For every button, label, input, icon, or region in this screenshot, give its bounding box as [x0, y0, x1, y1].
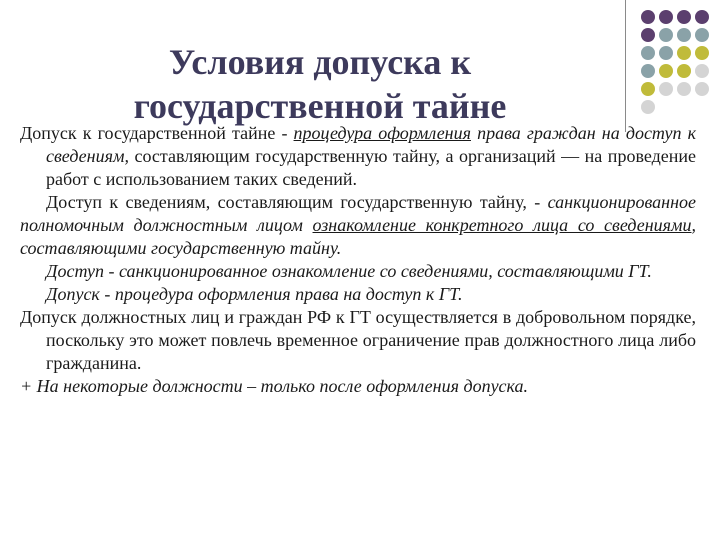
decorative-dot [641, 82, 655, 96]
p1-lead: Допуск к государственной тайне - [20, 123, 294, 143]
paragraph-access-definition [20, 191, 696, 260]
paragraph-access-short: Доступ - санкционированное ознакомление со сведениями, составляющими ГТ. [46, 261, 652, 281]
p1-rest: составляющим государственную тайну, а организаций — на проведение работ с использованием таких сведений. [46, 146, 696, 189]
decorative-divider-line [625, 0, 626, 132]
p2-italic: санкционированное полномочным должностным лицом [20, 192, 696, 235]
decorative-dot [659, 82, 673, 96]
paragraph-admission-definition [20, 122, 696, 191]
decorative-dot [641, 10, 655, 24]
paragraph-admission-short: Допуск - процедура оформления права на доступ к ГТ. [46, 284, 463, 304]
decorative-dot [677, 64, 691, 78]
decorative-dot [659, 28, 673, 42]
slide-title-line-2: государственной тайне [133, 86, 507, 126]
decorative-dot [695, 82, 709, 96]
decorative-dot [641, 100, 655, 114]
decorative-dot [695, 46, 709, 60]
p1-underlined: процедура оформления [293, 123, 471, 143]
decorative-dot [659, 10, 673, 24]
p2-underlined: ознакомление конкретного лица со сведениями [312, 215, 692, 235]
p2-rest: , составляющими государственную тайну. [20, 215, 696, 258]
decorative-dot [659, 46, 673, 60]
decorative-dot [695, 28, 709, 42]
slide-title [60, 40, 580, 128]
decorative-dot [641, 64, 655, 78]
decorative-dot [641, 46, 655, 60]
decorative-dot [695, 10, 709, 24]
slide-title-line-1: Условия допуска к [168, 42, 472, 82]
decorative-dot [695, 64, 709, 78]
slide-body [20, 122, 696, 398]
decorative-dot [659, 64, 673, 78]
decorative-dot [677, 46, 691, 60]
decorative-dot [677, 10, 691, 24]
paragraph-voluntary: Допуск должностных лиц и граждан РФ к ГТ осуществляется в добровольном порядке, поскольку это может повлечь временное ограничение прав должностного лица либо гражданина. [20, 307, 696, 373]
decorative-dot [641, 28, 655, 42]
decorative-dot [677, 28, 691, 42]
paragraph-note: + На некоторые должности – только после оформления допуска. [20, 376, 529, 396]
p2-lead: Доступ к сведениям, составляющим государственную тайну, - [46, 192, 548, 212]
decorative-dot-grid [641, 10, 716, 114]
decorative-dot [677, 82, 691, 96]
p1-italic: права граждан на доступ к сведениям, [46, 123, 696, 166]
